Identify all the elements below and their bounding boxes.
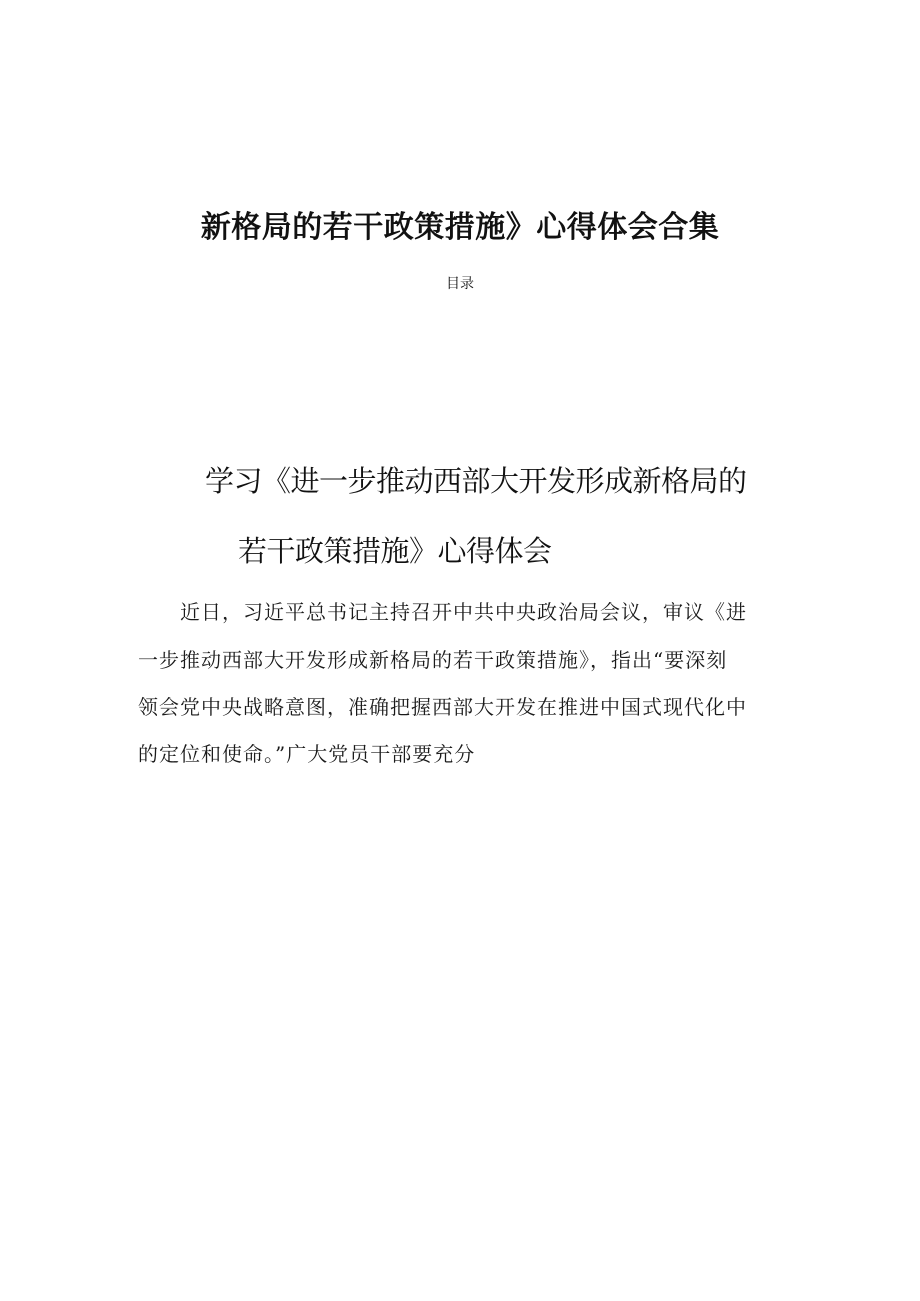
body-text-line-2: 一步推动西部大开发形成新格局的若干政策措施》，指出“要深刻: [138, 648, 728, 672]
table-of-contents-label: 目录: [446, 276, 474, 292]
document-title: 新格局的若干政策措施》心得体会合集: [200, 210, 720, 245]
body-text-line-1: 近日，习近平总书记主持召开中共中央政治局会议，审议《进: [180, 600, 747, 624]
body-text-line-4: 的定位和使命。”广大党员干部要充分: [138, 742, 476, 766]
article-title-line-1: 学习《进一步推动西部大开发形成新格局的: [205, 464, 747, 498]
body-text-line-3: 领会党中央战略意图，准确把握西部大开发在推进中国式现代化中: [138, 695, 747, 719]
article-title-line-2: 若干政策措施》心得体会: [238, 534, 552, 568]
